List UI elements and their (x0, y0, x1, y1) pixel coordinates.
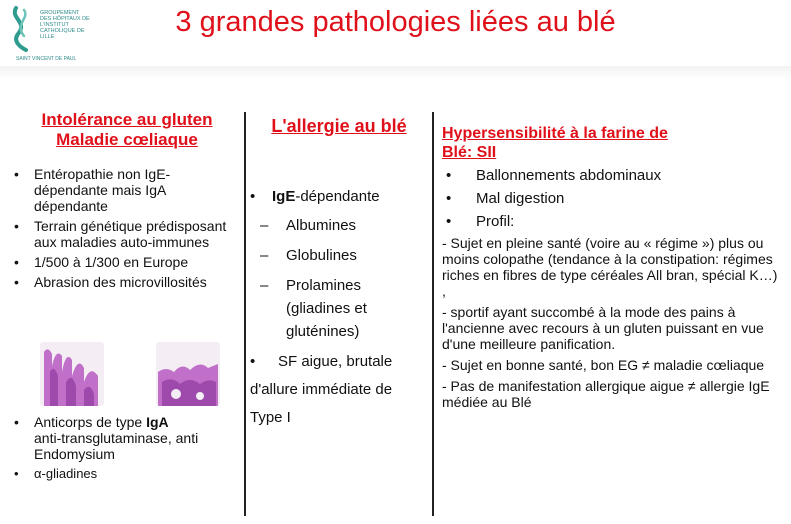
list-item: • Ballonnements abdominaux (446, 166, 784, 185)
logo-text: GROUPEMENT DES HÔPITAUX DE L'INSTITUT CATHOLIQUE DE LILLE (40, 10, 90, 40)
histology-image-atrophy (156, 342, 220, 406)
profile-paragraph: - Sujet en pleine santé (voire au « régime ») plus ou moins colopathe (tendance à la constipation: régimes riches en fibres de type céréales All bran, spécial K…) , (442, 235, 778, 299)
celiac-bullet-list (14, 166, 240, 290)
column-divider-1 (244, 112, 246, 516)
list-item: • Terrain génétique prédisposant aux maladies auto-immunes (14, 218, 240, 250)
list-item (14, 414, 242, 462)
celiac-heading-line2: Maladie cœliaque (56, 130, 198, 149)
ige-bullet: • IgE-dépendante (250, 188, 380, 205)
celiac-heading-line1: Intolérance au gluten (41, 110, 213, 129)
allergen-item: – Prolamines (gliadines et gluténines) (250, 274, 428, 343)
sf-line3: Type I (250, 409, 291, 426)
celiac-heading (14, 110, 240, 150)
slide-title: 3 grandes pathologies liées au blé (175, 6, 616, 38)
profile-paragraph: - Sujet en bonne santé, bon EG ≠ maladie cœliaque (442, 357, 765, 373)
list-item: • Abrasion des microvillosités (14, 274, 240, 290)
allergy-heading: L'allergie au blé (271, 116, 407, 136)
list-item: • Entéropathie non IgE-dépendante mais IgA dépendante (14, 166, 240, 214)
logo-subtitle: SAINT VINCENT DE PAUL (16, 56, 77, 62)
column-divider-2 (432, 112, 434, 516)
hypersensitivity-bullet-list (442, 166, 784, 231)
profile-paragraph: - Pas de manifestation allergique aigue ≠ allergie IgE médiée au Blé (442, 378, 770, 410)
column-allergy (250, 116, 428, 429)
histology-image-normal (40, 342, 104, 406)
ige-rest: -dépendante (295, 188, 380, 205)
celiac-bullets-lower (14, 414, 242, 486)
column-celiac (14, 110, 240, 294)
list-item: • 1/500 à 1/300 en Europe (14, 254, 240, 270)
ige-label: IgE (272, 188, 296, 205)
allergen-item: – Globulines (250, 244, 428, 267)
hypersensitivity-heading-line1: Hypersensibilité à la farine de (442, 125, 668, 142)
hypersensitivity-heading (442, 124, 784, 162)
anticorps-rest: anti-transglutaminase, anti Endomysium (34, 430, 199, 462)
hypersensitivity-heading-line2: Blé: SII (442, 144, 497, 161)
anticorps-type: IgA (146, 414, 169, 430)
sf-bullet: • SF aigue, brutale d'allure immédiate de Type I (250, 351, 428, 429)
list-item: • α-gliadines (14, 466, 242, 482)
allergen-item: – Albumines (250, 214, 428, 237)
list-item: • Profil: (446, 212, 784, 231)
anticorps-prefix: Anticorps de type (34, 414, 147, 430)
header-divider (0, 66, 791, 80)
sf-line1: SF aigue, brutale (278, 353, 393, 370)
column-hypersensitivity (442, 124, 784, 415)
sf-line2: d'allure immédiate de (250, 381, 393, 398)
profile-paragraph: - sportif ayant succombé à la mode des pains à l'ancienne avec recours à un gluten puissant en vue d'une meilleure panification. (442, 304, 764, 352)
list-item: • Mal digestion (446, 189, 784, 208)
